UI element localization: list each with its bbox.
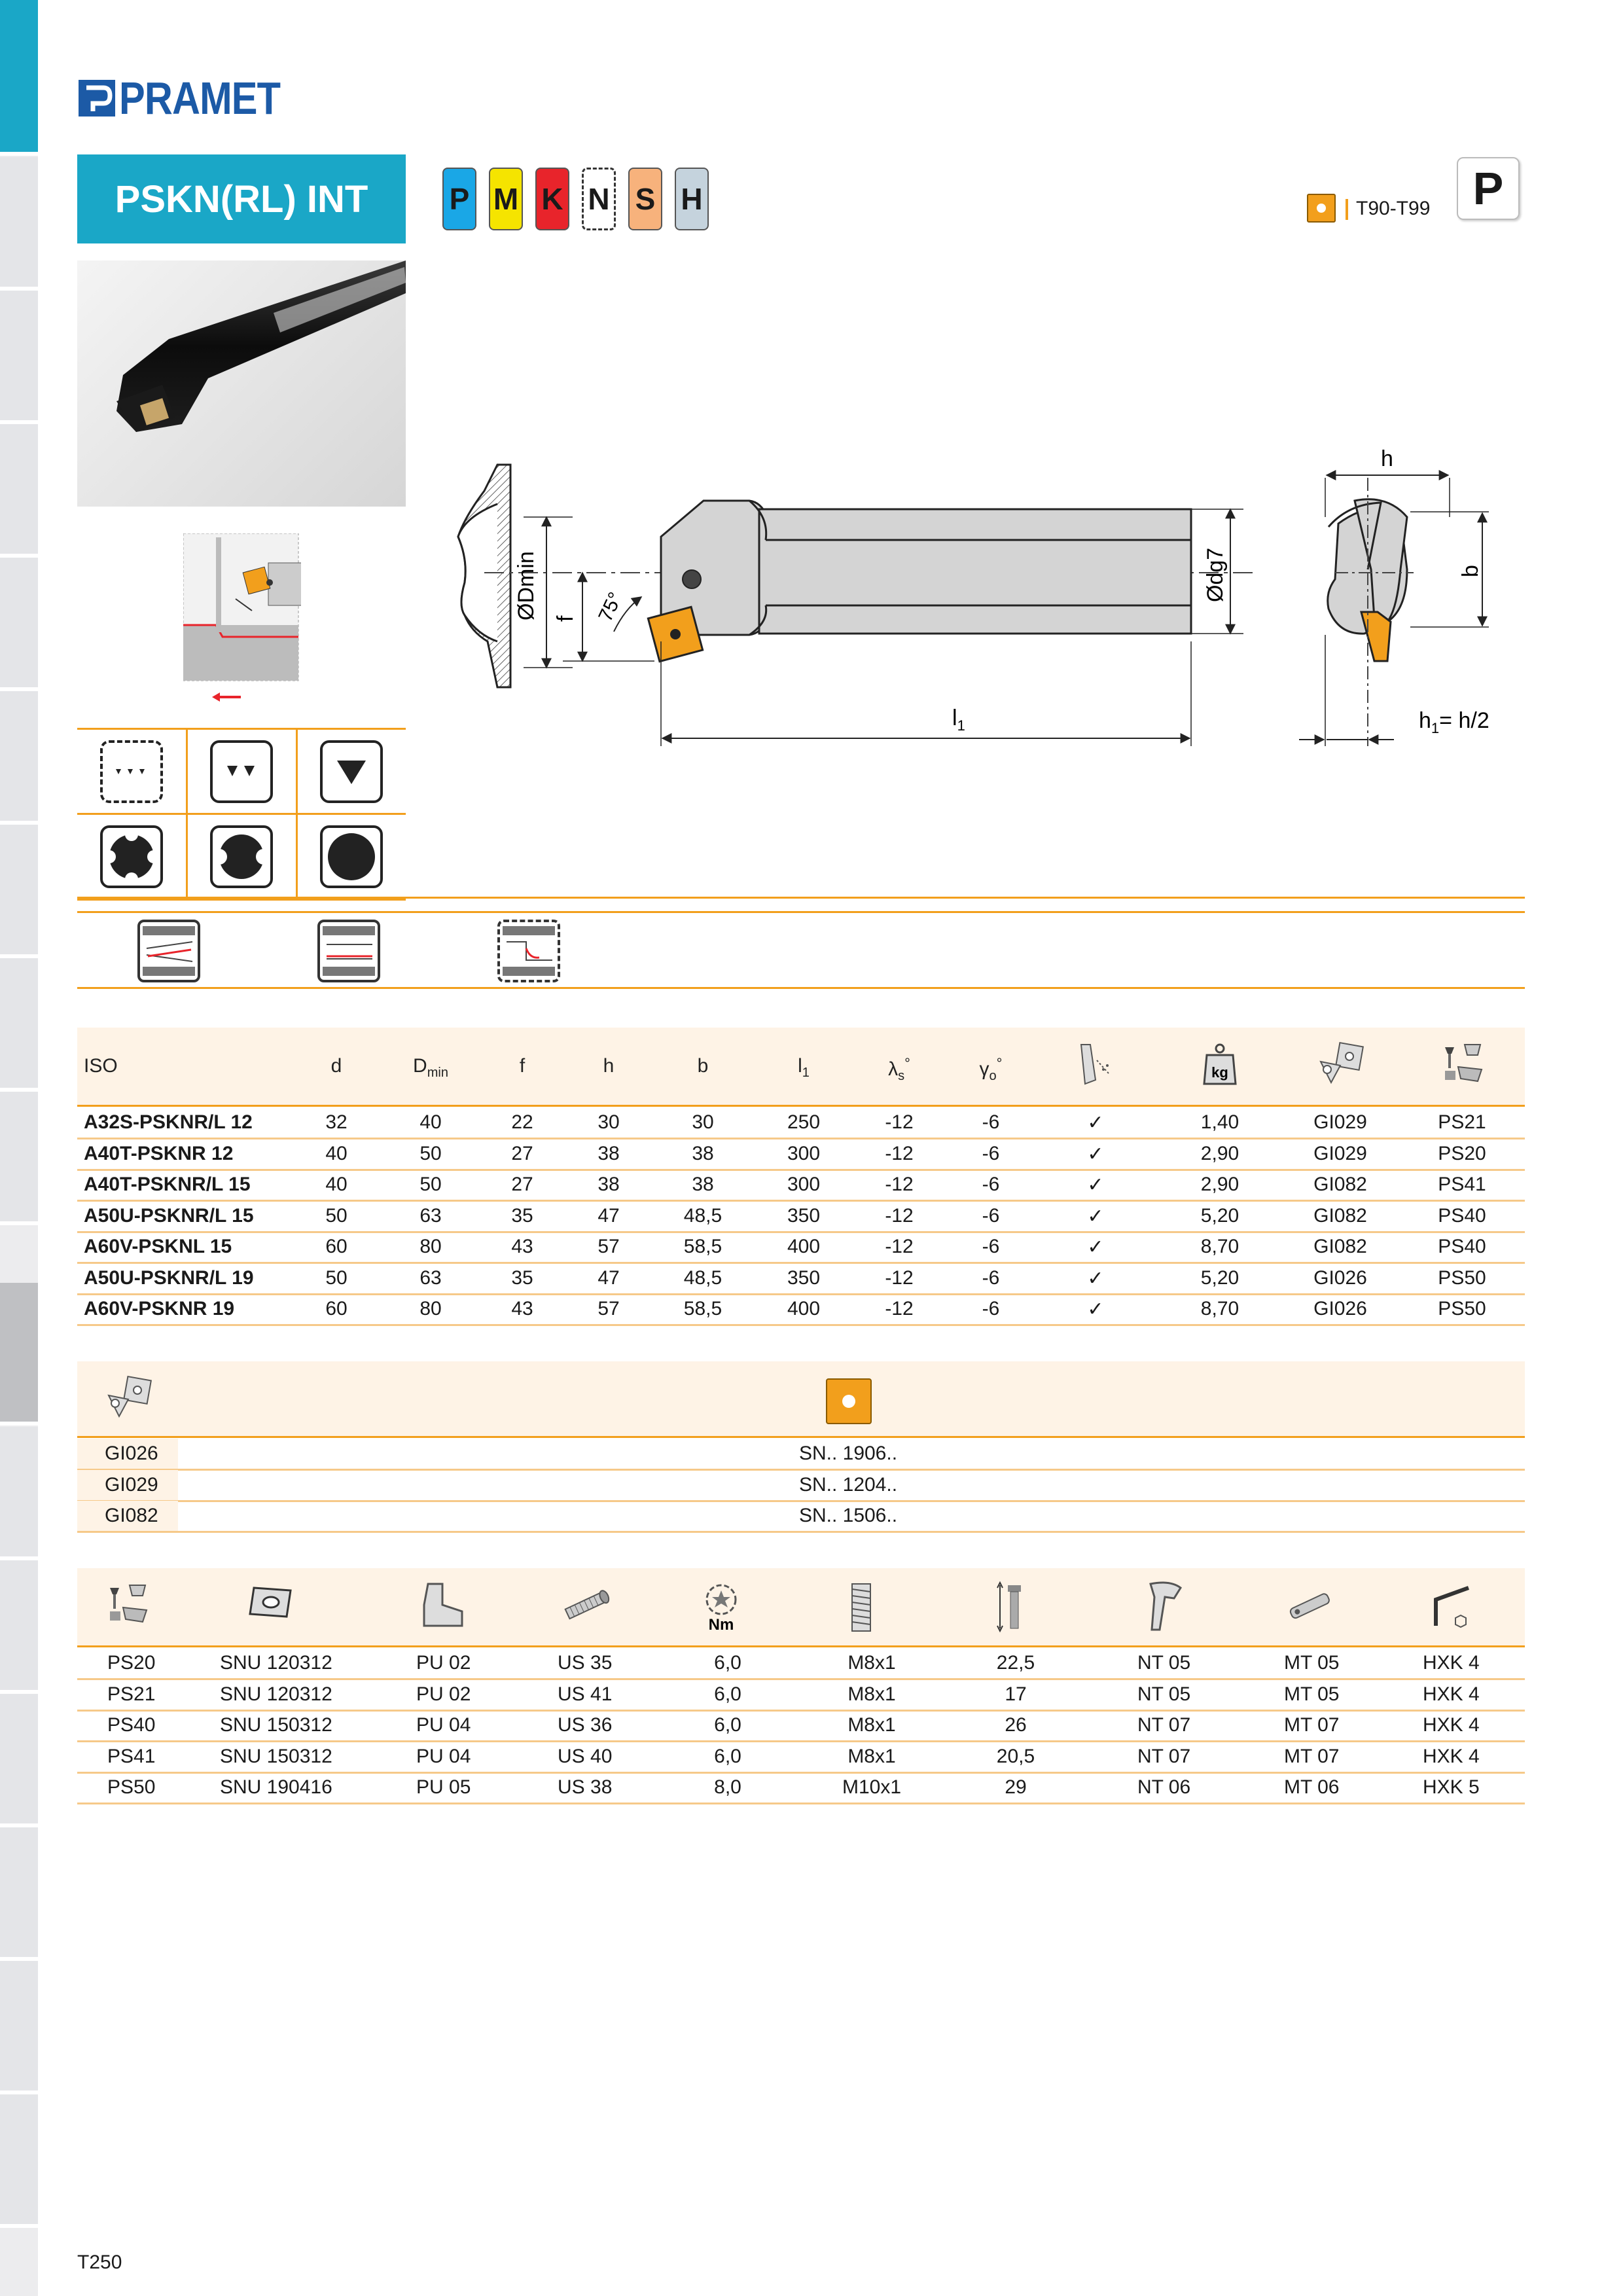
table-row: [77, 1294, 1525, 1326]
cell-len: 20,5: [996, 1745, 1035, 1767]
cell-go: -6: [982, 1174, 1000, 1195]
cell-iso: A40T-PSKNR/L 15: [84, 1174, 251, 1195]
boring-profile-icon: [497, 920, 560, 982]
cell-thread: M8x1: [847, 1714, 896, 1736]
side-tab[interactable]: [0, 1427, 38, 1560]
screw-length-icon: [996, 1580, 1033, 1635]
side-tab[interactable]: [0, 2094, 38, 2228]
cell-len: 17: [1005, 1683, 1027, 1705]
cell-ps: PS50: [107, 1776, 156, 1798]
hex-key-icon: [1423, 1580, 1475, 1635]
svg-text:kg: kg: [1211, 1064, 1228, 1081]
cell-f: 35: [511, 1204, 533, 1227]
page-number: T250: [77, 2251, 122, 2273]
square-insert-icon: [1307, 194, 1336, 223]
cell-mt: MT 05: [1284, 1683, 1340, 1705]
cell-len: 26: [1005, 1714, 1027, 1736]
tool-photo: [77, 260, 406, 507]
cell-ls: -12: [885, 1298, 914, 1319]
feed-arrow-icon: [209, 691, 242, 704]
boring-taper-icon: [137, 920, 200, 982]
cell-ls: -12: [885, 1236, 914, 1257]
col-l1: $l_1$: [798, 1055, 810, 1080]
col-iso: ISO: [84, 1055, 118, 1077]
col-f: f: [519, 1055, 526, 1077]
cell-ls: -12: [885, 1142, 914, 1164]
table-row: [77, 1710, 1525, 1742]
cell-dmin: 63: [419, 1266, 442, 1289]
cell-kg: 2,90: [1200, 1174, 1240, 1195]
col-b: b: [697, 1055, 709, 1077]
grade-range: T90-T99: [1356, 198, 1431, 219]
col-dmin: $D_{min}$: [413, 1055, 448, 1080]
cell-ls: -12: [885, 1174, 914, 1195]
cell-nm: 8,0: [714, 1776, 741, 1798]
cell-nm: 6,0: [714, 1683, 741, 1705]
table-row: [77, 1679, 1525, 1712]
cell-part: PS20: [1438, 1142, 1486, 1164]
medium-machining-icon: [210, 740, 273, 803]
torque-icon: [695, 1580, 747, 1635]
category-badge: P: [1457, 157, 1520, 220]
cell-ps: PS20: [107, 1652, 156, 1674]
cell-mt: MT 07: [1284, 1745, 1340, 1767]
cell-mt: MT 06: [1284, 1776, 1340, 1798]
cell-thread: M8x1: [847, 1652, 896, 1674]
cell-ls: -12: [885, 1111, 914, 1133]
thread-icon: [843, 1580, 880, 1635]
cell-l1: 250: [787, 1111, 821, 1133]
cell-dmin: 80: [419, 1236, 442, 1257]
table-row: [77, 1648, 1525, 1680]
cell-kg: 2,90: [1200, 1142, 1240, 1164]
cell-kg: 5,20: [1200, 1266, 1240, 1289]
material-chip-n: N: [582, 168, 616, 230]
side-tab[interactable]: [0, 825, 38, 958]
coolant-icon: [1077, 1041, 1113, 1089]
b-label: b: [1458, 565, 1483, 577]
cell-coolant: ✓: [1087, 1112, 1104, 1134]
product-title: PSKN(RL) INT: [115, 177, 368, 221]
cell-nt: NT 07: [1137, 1745, 1191, 1767]
side-tab[interactable]: [0, 558, 38, 691]
cell-part: PS41: [1438, 1174, 1486, 1195]
side-tab[interactable]: [0, 958, 38, 1092]
cell-nm: 6,0: [714, 1714, 741, 1736]
side-tab[interactable]: [0, 1961, 38, 2094]
cell-d: 40: [325, 1174, 348, 1195]
table-row: [77, 1201, 1525, 1233]
wrench-head-icon: [1141, 1577, 1187, 1636]
cell-kg: 1,40: [1200, 1111, 1240, 1133]
cell-nt: NT 06: [1137, 1776, 1191, 1798]
side-tab[interactable]: [0, 1827, 38, 1961]
cell-go: -6: [982, 1142, 1000, 1164]
cell-pu: PU 04: [416, 1745, 471, 1767]
table-row: [77, 1439, 1525, 1471]
cell-f: 27: [511, 1174, 533, 1195]
side-tab[interactable]: [0, 1694, 38, 1827]
cell-f: 43: [511, 1236, 533, 1257]
table-row: [77, 1232, 1525, 1264]
material-chip-m: M: [489, 168, 523, 230]
cell-h: 47: [597, 1266, 620, 1289]
material-chip-h: H: [675, 168, 709, 230]
cell-d: 32: [325, 1111, 348, 1133]
cell-d: 50: [325, 1266, 348, 1289]
h1-subscript: 1: [1431, 720, 1440, 736]
cell-hxk: HXK 4: [1423, 1745, 1480, 1767]
cell-b: 58,5: [683, 1236, 722, 1257]
cell-coolant: ✓: [1087, 1205, 1104, 1227]
spare-parts-icon: [103, 1581, 153, 1630]
cell-h: 57: [597, 1298, 620, 1319]
cell-insert: GI029: [1313, 1111, 1367, 1133]
cell-iso: A60V-PSKNL 15: [84, 1236, 232, 1257]
cell-kg: 8,70: [1200, 1236, 1240, 1257]
material-chip-p: P: [442, 168, 476, 230]
cell-insert: GI026: [1313, 1298, 1367, 1319]
cell-iso: A60V-PSKNR 19: [84, 1298, 235, 1319]
cell-iso: A50U-PSKNR/L 15: [84, 1204, 254, 1227]
cell-hxk: HXK 4: [1423, 1683, 1480, 1705]
h1-label: h: [1419, 708, 1431, 733]
cell-b: 48,5: [683, 1266, 722, 1289]
cell-insert: GI029: [1313, 1142, 1367, 1164]
product-title-banner: [77, 154, 406, 243]
cell-shim: SNU 120312: [220, 1683, 332, 1705]
boring-straight-icon: [317, 920, 380, 982]
svg-text:l1: [952, 706, 965, 734]
table-row: [77, 1742, 1525, 1774]
cell-insert: SN.. 1906..: [798, 1443, 898, 1464]
cell-insert: GI082: [1313, 1236, 1367, 1257]
cell-go: -6: [982, 1204, 1000, 1227]
cell-nm: 6,0: [714, 1652, 741, 1674]
brand-logo: [77, 72, 309, 124]
cell-pu: PU 02: [416, 1652, 471, 1674]
cell-nt: NT 05: [1137, 1652, 1191, 1674]
cell-nt: NT 07: [1137, 1714, 1191, 1736]
roughing-icon: [320, 740, 383, 803]
cell-l1: 400: [787, 1236, 821, 1257]
cell-iso: A40T-PSKNR 12: [84, 1142, 234, 1164]
brand-name: PRAMET: [119, 73, 281, 124]
cell-us: US 38: [558, 1776, 613, 1798]
header-underline: [77, 1436, 1525, 1438]
dg7-label: Ødg7: [1203, 547, 1228, 602]
cell-b: 38: [692, 1142, 714, 1164]
cell-d: 50: [325, 1204, 348, 1227]
cell-l1: 400: [787, 1298, 821, 1319]
cell-l1: 350: [787, 1266, 821, 1289]
h-label: h: [1381, 446, 1393, 471]
side-tab[interactable]: [0, 1092, 38, 1225]
side-tab[interactable]: [0, 157, 38, 291]
cell-l1: 300: [787, 1174, 821, 1195]
cell-shim: SNU 190416: [220, 1776, 332, 1798]
cell-len: 22,5: [996, 1652, 1035, 1674]
cell-dmin: 50: [419, 1142, 442, 1164]
cell-shim: SNU 150312: [220, 1745, 332, 1767]
cell-shim: SNU 150312: [220, 1714, 332, 1736]
pramet-logo-icon: [77, 77, 119, 119]
cell-part: PS40: [1438, 1236, 1486, 1257]
light-interrupted-cut-icon: [210, 825, 273, 888]
cell-mt: MT 05: [1284, 1652, 1340, 1674]
cell-coolant: ✓: [1087, 1174, 1104, 1196]
operation-icon-grid: [77, 728, 406, 901]
cell-kg: 5,20: [1200, 1204, 1240, 1227]
cell-l1: 300: [787, 1142, 821, 1164]
cell-us: US 36: [558, 1714, 613, 1736]
cell-nm: 6,0: [714, 1745, 741, 1767]
table-row: [77, 1170, 1525, 1202]
dmin-label: ØDmin: [514, 551, 539, 620]
cell-pu: PU 05: [416, 1776, 471, 1798]
material-chip-k: K: [535, 168, 569, 230]
f-label: f: [553, 615, 578, 622]
cell-thread: M8x1: [847, 1745, 896, 1767]
side-tab[interactable]: [0, 691, 38, 825]
cell-ps: PS41: [107, 1745, 156, 1767]
col-h: h: [603, 1055, 615, 1077]
cell-part: PS21: [1438, 1111, 1486, 1133]
cell-part: PS50: [1438, 1266, 1486, 1289]
side-tab[interactable]: [0, 1560, 38, 1694]
cell-d: 60: [325, 1236, 348, 1257]
table-row: [77, 1772, 1525, 1804]
cell-ps: PS40: [107, 1714, 156, 1736]
cell-ps: PS21: [107, 1683, 156, 1705]
cell-go: -6: [982, 1266, 1000, 1289]
cell-b: 38: [692, 1174, 714, 1195]
cell-b: 58,5: [683, 1298, 722, 1319]
cell-coolant: ✓: [1087, 1236, 1104, 1258]
cell-hxk: HXK 4: [1423, 1714, 1480, 1736]
cell-insert: GI082: [1313, 1204, 1367, 1227]
table-row: [77, 1263, 1525, 1295]
cell-h: 47: [597, 1204, 620, 1227]
side-tab[interactable]: [0, 424, 38, 558]
h1-formula: = h/2: [1439, 708, 1489, 733]
cell-coolant: ✓: [1087, 1267, 1104, 1289]
cell-hxk: HXK 5: [1423, 1776, 1480, 1798]
cell-us: US 35: [558, 1652, 613, 1674]
cell-thread: M10x1: [842, 1776, 902, 1798]
insert-icon: [1314, 1042, 1364, 1088]
operation-diagram: [183, 533, 301, 684]
cell-thread: M8x1: [847, 1683, 896, 1705]
cell-go: -6: [982, 1236, 1000, 1257]
cell-f: 43: [511, 1298, 533, 1319]
cell-kg: 8,70: [1200, 1298, 1240, 1319]
cell-dmin: 63: [419, 1204, 442, 1227]
angle-label: 75°: [594, 588, 627, 625]
cell-nt: NT 05: [1137, 1683, 1191, 1705]
section-divider: [77, 987, 1525, 989]
cell-dmin: 80: [419, 1298, 442, 1319]
insert-icon: [102, 1376, 152, 1422]
continuous-cut-icon: [320, 825, 383, 888]
material-chip-s: S: [628, 168, 662, 230]
grade-separator: [1346, 199, 1348, 220]
spare-parts-icon: [1438, 1041, 1488, 1089]
cell-insert: GI026: [1313, 1266, 1367, 1289]
cell-part: PS50: [1438, 1298, 1486, 1319]
shim-icon: [245, 1584, 297, 1626]
cell-h: 38: [597, 1174, 620, 1195]
side-tab-strip: [0, 0, 38, 2296]
header-underline: [77, 1105, 1525, 1107]
l1-label: l: [952, 706, 957, 730]
cell-ls: -12: [885, 1204, 914, 1227]
cell-iso: A50U-PSKNR/L 19: [84, 1266, 254, 1289]
cell-b: 30: [692, 1111, 714, 1133]
table-row: [77, 1139, 1525, 1171]
pin-icon: [1283, 1584, 1342, 1626]
cell-us: US 40: [558, 1745, 613, 1767]
cell-iso: A32S-PSKNR/L 12: [84, 1111, 253, 1133]
l1-subscript: 1: [957, 717, 965, 734]
cell-h: 38: [597, 1142, 620, 1164]
cell-len: 29: [1005, 1776, 1027, 1798]
cell-go: -6: [982, 1298, 1000, 1319]
cell-l1: 350: [787, 1204, 821, 1227]
cell-pu: PU 02: [416, 1683, 471, 1705]
insert-table-header: [77, 1361, 1525, 1436]
square-insert-icon: [826, 1378, 872, 1424]
cell-h: 57: [597, 1236, 620, 1257]
interrupted-cut-icon: [100, 825, 163, 888]
cell-code: GI026: [105, 1443, 158, 1464]
cell-pu: PU 04: [416, 1714, 471, 1736]
cell-ls: -12: [885, 1266, 914, 1289]
cell-us: US 41: [558, 1683, 613, 1705]
table-row: [77, 1501, 1525, 1533]
col-d: d: [330, 1055, 342, 1077]
side-tab[interactable]: [0, 291, 38, 424]
cell-code: GI029: [105, 1473, 158, 1496]
side-tab-current[interactable]: [0, 1283, 38, 1426]
cell-insert: SN.. 1506..: [798, 1505, 898, 1526]
finishing-small-icon: [100, 740, 163, 803]
cell-coolant: ✓: [1087, 1143, 1104, 1165]
cell-b: 48,5: [683, 1204, 722, 1227]
cell-code: GI082: [105, 1505, 158, 1526]
cell-insert: GI082: [1313, 1174, 1367, 1195]
main-table-header: [77, 1028, 1525, 1105]
table-row: [77, 1107, 1525, 1139]
svg-text:Nm: Nm: [708, 1616, 734, 1634]
clamp-icon: [416, 1579, 469, 1634]
cell-dmin: 40: [419, 1111, 442, 1133]
cell-d: 60: [325, 1298, 348, 1319]
cell-coolant: ✓: [1087, 1299, 1104, 1320]
screw-icon: [558, 1584, 616, 1626]
cell-hxk: HXK 4: [1423, 1652, 1480, 1674]
cell-part: PS40: [1438, 1204, 1486, 1227]
weight-icon: [1202, 1042, 1238, 1088]
cell-h: 30: [597, 1111, 620, 1133]
cell-f: 35: [511, 1266, 533, 1289]
cell-mt: MT 07: [1284, 1714, 1340, 1736]
parts-table-header: [77, 1568, 1525, 1645]
header-underline: [77, 1645, 1525, 1647]
section-divider: [77, 897, 1525, 899]
technical-drawing: [445, 445, 1518, 759]
col-lambda: $\lambda_s^\circ$: [888, 1055, 910, 1083]
col-gamma: $\gamma_o^\circ$: [979, 1055, 1003, 1083]
side-tab-active[interactable]: [0, 0, 38, 156]
table-row: [77, 1470, 1525, 1502]
cell-insert: SN.. 1204..: [798, 1473, 898, 1496]
svg-text:h1= h/2: [1419, 708, 1489, 736]
cell-f: 27: [511, 1142, 533, 1164]
cell-go: -6: [982, 1111, 1000, 1133]
cell-f: 22: [511, 1111, 533, 1133]
cell-d: 40: [325, 1142, 348, 1164]
cell-dmin: 50: [419, 1174, 442, 1195]
section-divider: [77, 911, 1525, 913]
cell-shim: SNU 120312: [220, 1652, 332, 1674]
